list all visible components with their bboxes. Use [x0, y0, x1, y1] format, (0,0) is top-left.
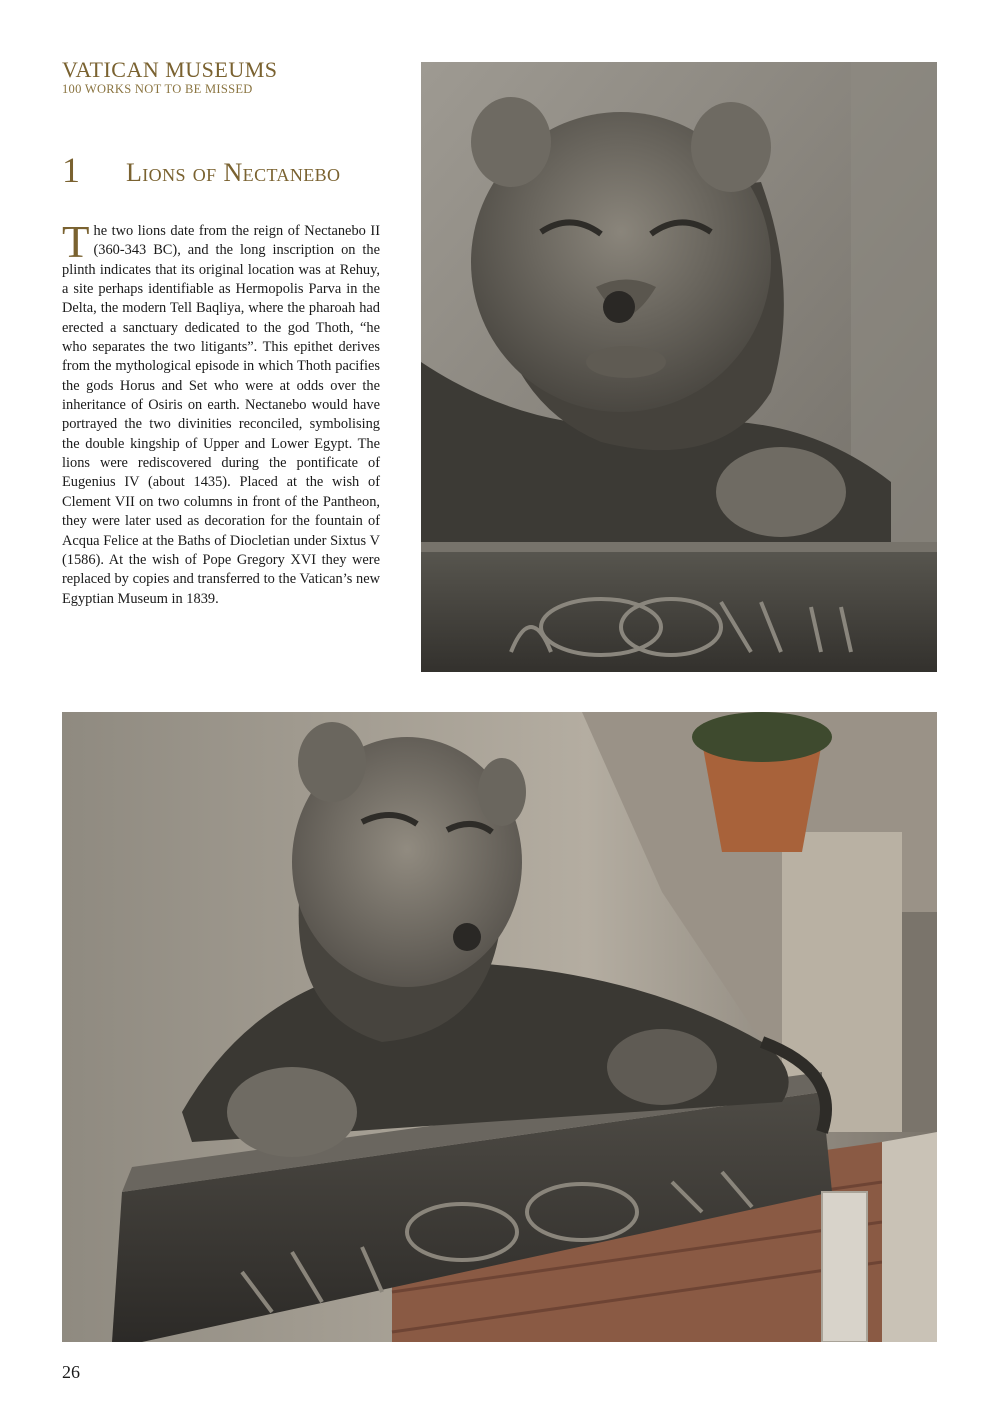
- section-title: Lions of Nectanebo: [126, 158, 341, 187]
- photo-lion-head: [421, 62, 937, 672]
- reclining-lion-statue-icon: [62, 712, 937, 1342]
- article-body: [62, 217, 380, 609]
- article-text: he two lions date from the reign of Nectanebo II (360-343 BC), and the long inscription on the plinth indicates that its original location was at Rehuy, a site perhaps identifiable as Hermopolis Parva in the Delta, the modern Tell Baqliya, where the pharoah had erected a sanctuary dedicated to the god Thoth, “he who separates the two litigants”. This epithet derives from the mythological episode in which Thoth pacifies the gods Horus and Set who were at odds over the inheritance of Osiris on earth. Nectanebo would have portrayed the two divinities reconciled, symbolising the double kingship of Upper and Lower Egypt. The lions were rediscovered during the pontificate of Eugenius IV (about 1435). Placed at the wish of Clement VII on two columns in front of the Pantheon, they were later used as decoration for the fountain of Acqua Felice at the Baths of Diocletian under Sixtus V (1586). At the wish of Pope Gregory XVI they were replaced by copies and transferred to the Vatican’s new Egyptian Museum in 1839.: [62, 223, 380, 607]
- running-head: [62, 58, 278, 96]
- section-heading: [62, 148, 392, 196]
- publication-title: VATICAN MUSEUMS: [62, 57, 278, 82]
- page-number: 26: [62, 1362, 80, 1382]
- publication-subtitle: 100 WORKS NOT TO BE MISSED: [62, 82, 253, 96]
- drop-cap: T: [62, 217, 90, 267]
- lion-head-closeup-icon: [421, 62, 937, 672]
- photo-reclining-lion: [62, 712, 937, 1342]
- section-number: 1: [62, 150, 80, 190]
